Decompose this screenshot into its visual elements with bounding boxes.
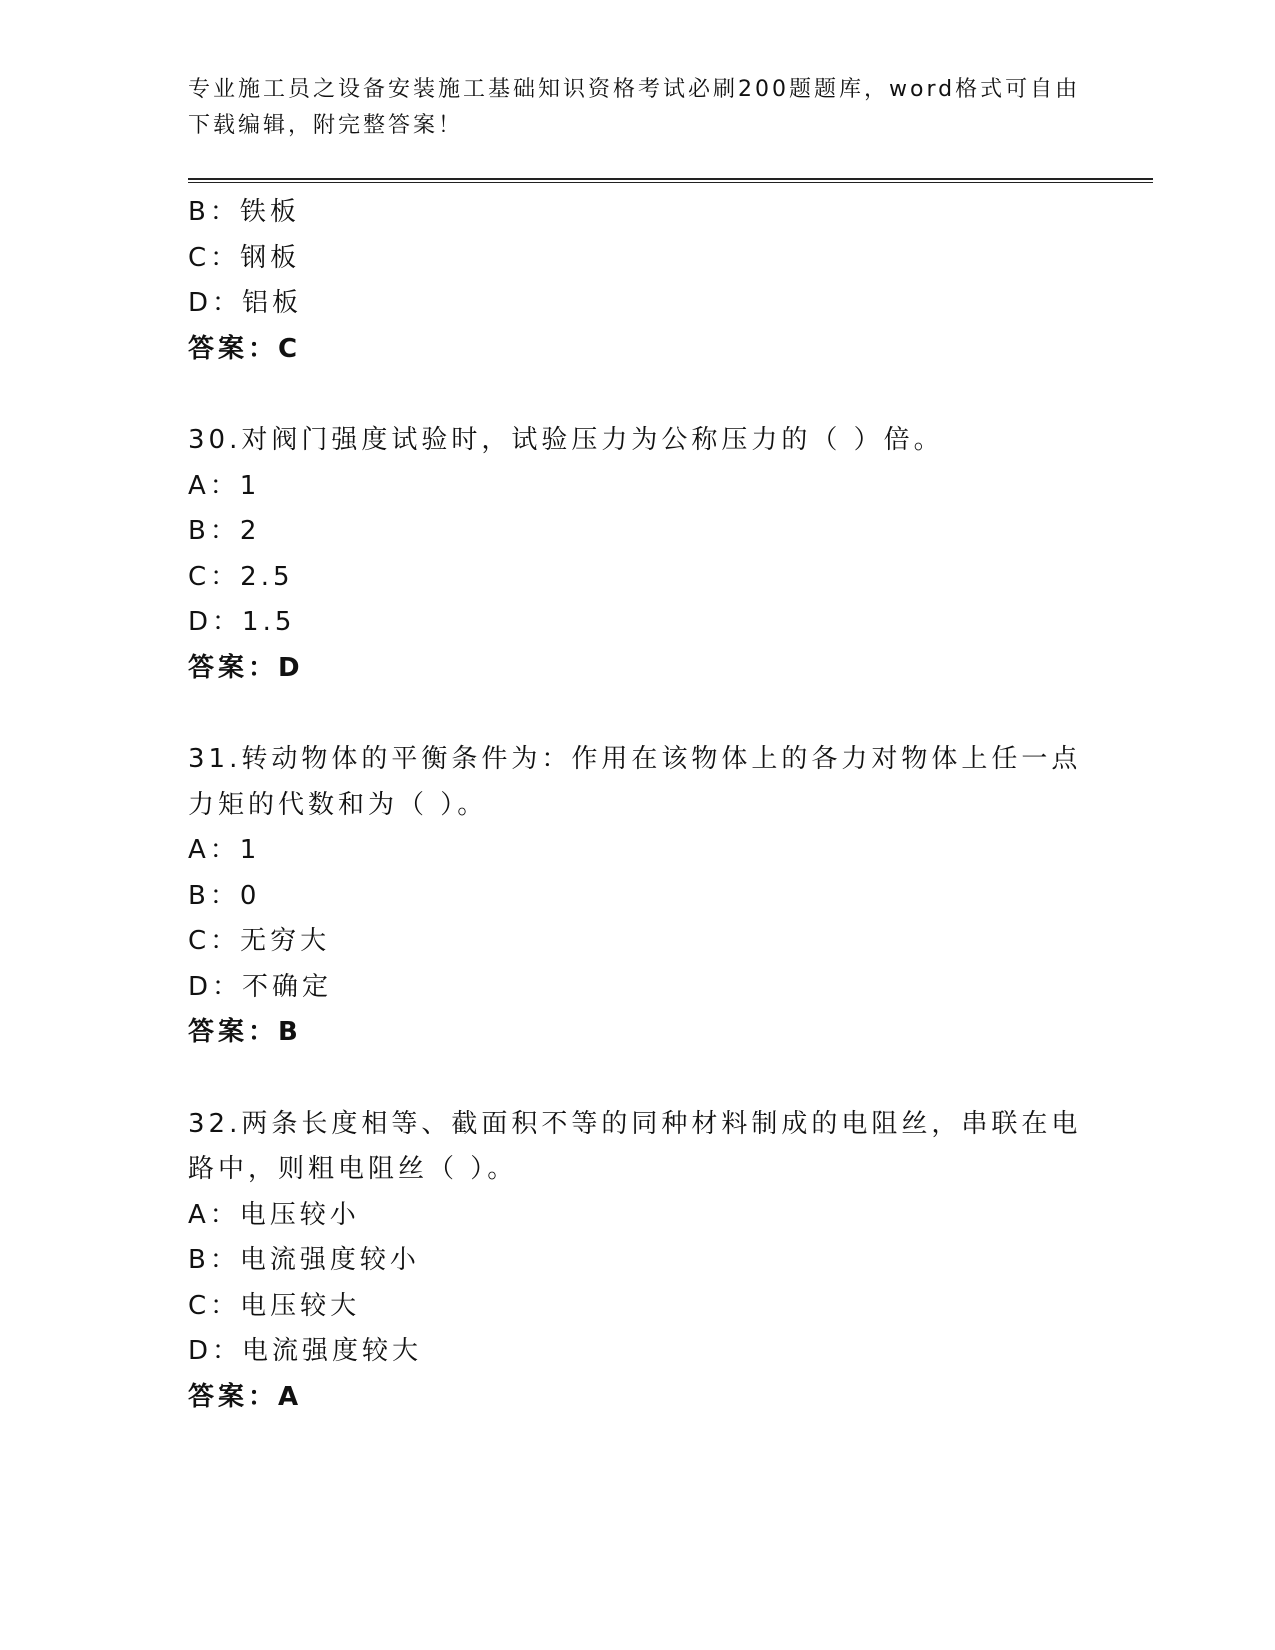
option-c: C：无穷大 (188, 926, 331, 956)
answer-line: 答案：A (188, 1381, 303, 1412)
question-stem: 31.转动物体的平衡条件为：作用在该物体上的各力对物体上任一点力矩的代数和为（ ）。 (188, 744, 1082, 820)
document-header (188, 72, 1088, 144)
spacer (188, 1056, 1088, 1102)
option-d: D：不确定 (188, 971, 333, 1002)
option-a: A：1 (188, 835, 261, 865)
option-a: A：电压较小 (188, 1199, 360, 1230)
header-divider (188, 178, 1153, 183)
spacer (188, 372, 1088, 418)
question-list (188, 190, 1088, 1420)
question-30 (188, 418, 1088, 691)
option-b: B：2 (188, 516, 261, 546)
answer-line: 答案：C (188, 333, 302, 364)
spacer (188, 691, 1088, 737)
question-stem: 32.两条长度相等、截面积不等的同种材料制成的电阻丝，串联在电路中，则粗电阻丝（ ）。 (188, 1108, 1082, 1184)
answer-line: 答案：B (188, 1017, 302, 1047)
option-a: A：1 (188, 470, 261, 501)
option-d: D：铝板 (188, 288, 303, 318)
document-title: 专业施工员之设备安装施工基础知识资格考试必刷200题题库，word格式可自由下载编辑，附完整答案！ (188, 77, 1081, 138)
question-32 (188, 1102, 1088, 1421)
option-b: B：铁板 (188, 197, 300, 227)
option-d: D：1.5 (188, 607, 296, 637)
option-b: B：电流强度较小 (188, 1245, 420, 1275)
question-31 (188, 737, 1088, 1056)
option-b: B：0 (188, 880, 261, 911)
answer-line: 答案：D (188, 652, 304, 683)
previous-question-tail (188, 190, 1088, 372)
option-c: C：2.5 (188, 561, 294, 592)
question-stem: 30.对阀门强度试验时，试验压力为公称压力的（ ）倍。 (188, 425, 944, 455)
option-c: C：电压较大 (188, 1290, 361, 1321)
option-c: C：钢板 (188, 242, 301, 273)
option-d: D：电流强度较大 (188, 1336, 423, 1366)
